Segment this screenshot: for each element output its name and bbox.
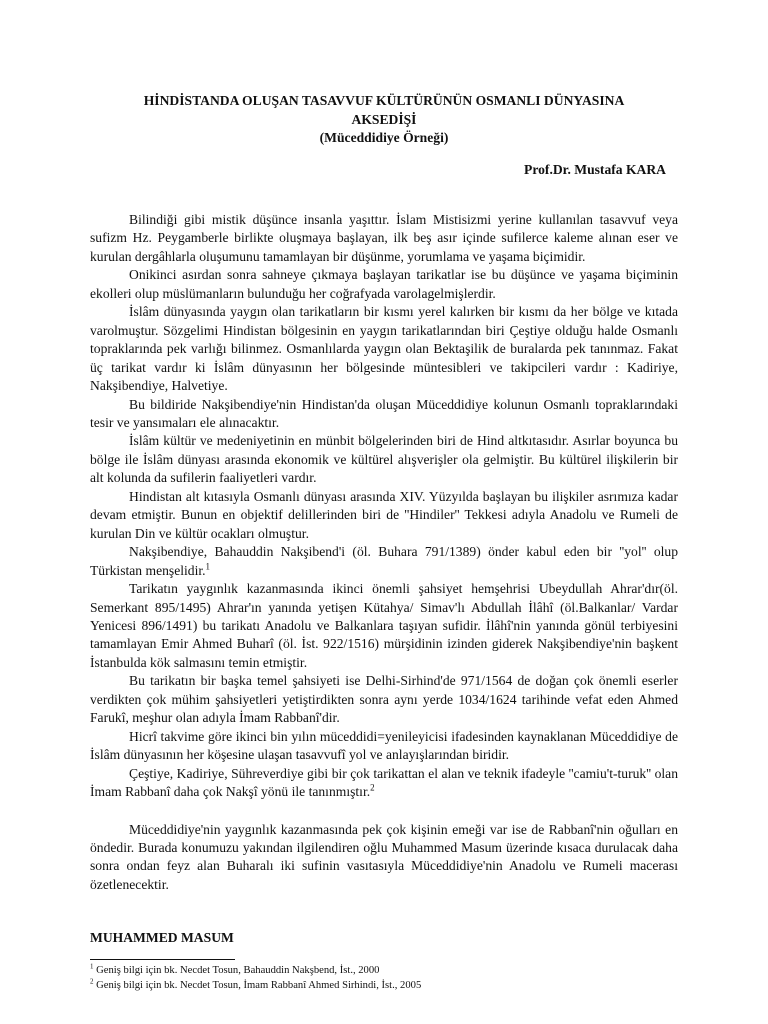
footnote-ref-1[interactable]: 1 bbox=[205, 561, 211, 572]
title-line-2: AKSEDİŞİ bbox=[351, 111, 417, 127]
paragraph-4: Bu bildiride Nakşibendiye'nin Hindistan'da oluşan Müceddidiye kolunun Osmanlı topraklarındaki tesir ve yansımaları ele alınacaktır. bbox=[90, 396, 678, 430]
paragraph-7-text: Nakşibendiye, Bahauddin Nakşibend'i (öl. Buhara 791/1389) önder kabul eden bir ''yol'' olup Türkistan menşelidir. bbox=[90, 544, 678, 578]
footnote-2 bbox=[90, 976, 678, 994]
footnote-1-mark: 1 bbox=[90, 962, 94, 971]
paragraph-7 bbox=[90, 543, 678, 580]
paragraph-11-text: Çeştiye, Kadiriye, Sühreverdiye gibi bir çok tarikattan el alan ve teknik ifadeyle ''camiu't-turuk'' olan İmam Rabbanî daha çok Nakşî yönü ile tanınmıştır. bbox=[90, 765, 678, 800]
paragraph-10: Hicrî takvime göre ikinci bin yılın müceddidi=yenileyicisi ifadesinden kaynaklanan Müceddidiye de İslâm dünyasının her köşesine ulaşan tasavvufî yol ve anlayışlarından biridir. bbox=[90, 728, 678, 763]
footnote-2-text: Geniş bilgi için bk. Necdet Tosun, İmam Rabbanî Ahmed Sirhindi, İst., 2005 bbox=[96, 979, 422, 991]
paragraph-5: İslâm kültür ve medeniyetinin en münbit bölgelerinden biri de Hind altkıtasıdır. Asırlar boyunca bu bölge ile İslâm dünyası arasında ekonomik ve kültürel alışverişler ola gelmiştir. Bu kültürel ilişkilerin bir alt kolunda da sufilerin faaliyetleri vardır. bbox=[90, 433, 678, 486]
paragraph-8: Tarikatın yaygınlık kazanmasında ikinci önemli şahsiyet hemşehrisi Ubeydullah Ahrar'dır(öl. Semerkant 895/1495) Ahrar'ın yanında yetişen Kütahya/ Simav'lı Abdullah İlâhî (öl.Balkanlar/ Vardar Yenicesi 896/1491) bu tarikatı Anadolu ve Balkanlara taşıyan sufidir. İlâhî'nin yanında gönül terbiyesini tamamlayan Emir Ahmed Buharî (öl. İst. 922/1516) mürşidinin izinden giderek Nakşibendiye'nin başkent İstanbulda kök salmasını temin etmiştir. bbox=[90, 581, 678, 670]
footnote-1 bbox=[90, 964, 678, 979]
paragraph-6: Hindistan alt kıtasıyla Osmanlı dünyası arasında XIV. Yüzyılda başlayan bu ilişkiler asrımıza kadar devam etmiştir. Bunun en objektif delillerinden biri de ''Hindiler'' Tekkesi adıyla Anadolu ve Rumeli de kurulan Din ve kültür ocakları olmuştur. bbox=[90, 488, 678, 541]
footnote-ref-2[interactable]: 2 bbox=[370, 782, 375, 793]
section-heading: MUHAMMED MASUM bbox=[90, 930, 234, 945]
paragraph-3: İslâm dünyasında yaygın olan tarikatların bir kısmı yerel kalırken bir kısmı da her bölge ve kıtada varolmuştur. Sözgelimi Hindistan bölgesinin en yaygın tarikatlarından biri Çeştiye olduğu halde Osmanlı topraklarında pek varlığı bilinmez. Osmanlılarda yaygın olan Bektaşilik de buralarda pek tanınmaz. Fakat üç tarikat vardır ki İslâm dünyasının her bölgesinde müntesibleri ve takipcileri vardır : Kadiriye, Nakşibendiye, Halvetiye. bbox=[90, 304, 678, 394]
document-title bbox=[90, 92, 678, 148]
paragraph-1: Bilindiği gibi mistik düşünce insanla yaşıttır. İslam Mistisizmi yerine kullanılan tasavvuf veya sufizm Hz. Peygamberle birlikte oluşmaya başlayan, ilk beş asır içinde sufilerce kaleme alınan eser ve kurulan dergâhlarla oluşumunu tamamlayan bir düşünme, yorumlama ve yaşama biçimidir. bbox=[90, 212, 678, 264]
author-name: Prof.Dr. Mustafa KARA bbox=[524, 162, 666, 177]
subtitle: (Müceddidiye Örneği) bbox=[319, 130, 449, 145]
footnotes bbox=[90, 964, 678, 993]
paragraph-11 bbox=[90, 765, 678, 802]
footnote-separator bbox=[90, 959, 235, 960]
paragraph-12: Müceddidiye'nin yaygınlık kazanmasında pek çok kişinin emeği var ise de Rabbanî'nin oğulları en öndedir. Burada konumuzu yakından ilgilendiren oğlu Muhammed Masum üzerinde kısaca durulacak daha sonra ondan feyz alan Buharalı iki sufinin vasıtasıyla Müceddidiye'nin Anadolu ve Rumeli macerası özetlenecektir. bbox=[90, 821, 678, 892]
title-line-1: HİNDİSTANDA OLUŞAN TASAVVUF KÜLTÜRÜNÜN OSMANLI DÜNYASINA bbox=[143, 93, 625, 108]
footnote-1-text: Geniş bilgi için bk. Necdet Tosun, Bahauddin Nakşbend, İst., 2000 bbox=[96, 965, 380, 976]
paragraph-9: Bu tarikatın bir başka temel şahsiyeti ise Delhi-Sirhind'de 971/1564 de doğan çok önemli eserler verdikten çok mühim şahsiyetleri yetiştirdikten sonra aynı yerde 1034/1624 tarihinde vefat eden Ahmed Farukî, meşhur olan adıyla İmam Rabbanî'dir. bbox=[90, 673, 678, 726]
footnote-2-mark: 2 bbox=[90, 976, 94, 985]
document-body bbox=[90, 211, 678, 894]
paragraph-2: Onikinci asırdan sonra sahneye çıkmaya başlayan tarikatlar ise bu düşünce ve yaşama biçiminin ekolleri olup müslümanların bulunduğu her coğrafyada varolagelmişlerdir. bbox=[90, 267, 678, 301]
